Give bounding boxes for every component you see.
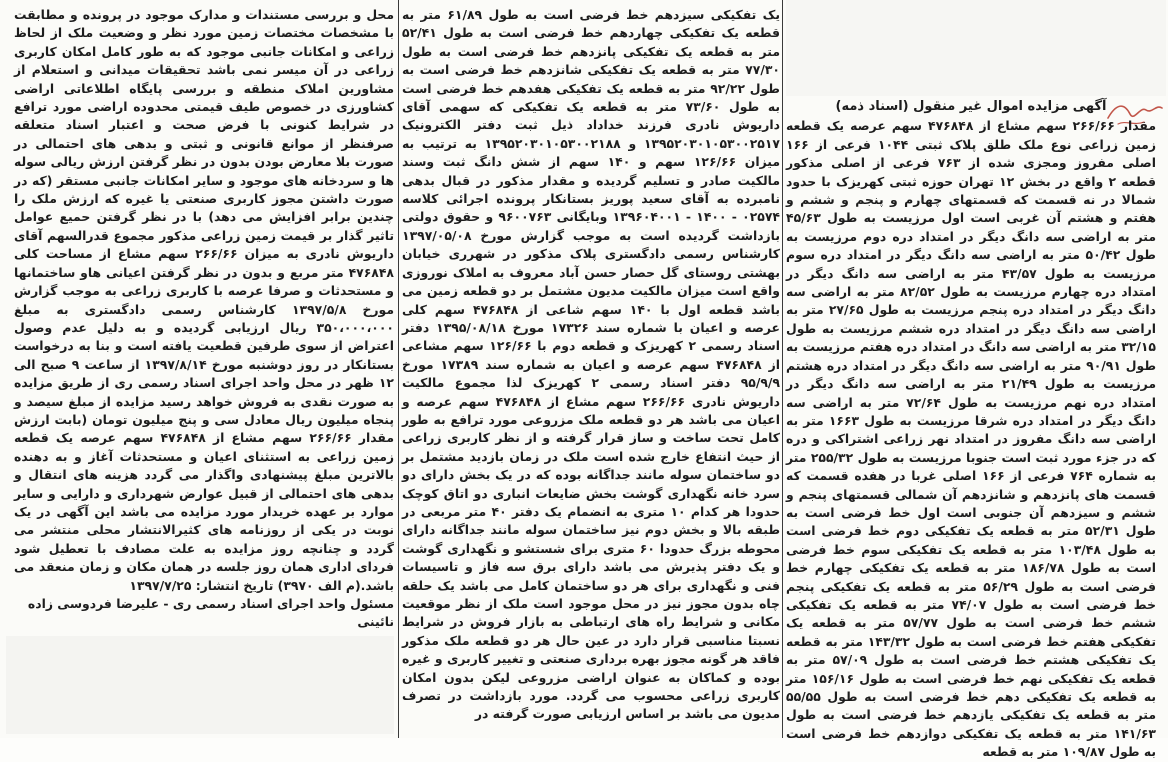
- notice-text-middle: یک تفکیکی سیزدهم خط فرضی است به طول ۶۱/۸۹ متر به قطعه یک تفکیکی چهاردهم خط فرضی است به طول ۵۲/۴۱ متر به قطعه یک تفکیکی پانزدهم خط فرضی است به طول ۷۷/۳۰ متر به قطعه یک تفکیکی شانزدهم خط فرضی است به طول ۹۲/۲۲ متر به قطعه یک تفکیکی هفدهم خط فرضی است به طول ۷۳/۶۰ متر به قطعه یک تفکیکی که سهمی آقای داریوش نادری فرزند خداداد ذیل ثبت دفتر الکترونیک ۱۳۹۵۲۰۳۰۱۰۵۳۰۰۲۵۱۷ و ۱۳۹۵۲۰۳۰۱۰۵۳۰۰۲۱۸۸ به ترتیب به میزان ۱۲۶/۶۶ سهم و ۱۴۰ سهم از شش دانگ ثبت وسند مالکیت صادر و تسلیم گردیده و مقدار مذکور در قبال بدهی نامبرده به آقای سعید پوریز بستانکار پرونده اجرائی کلاسه ۰۲۵۷۴ - ۱۴۰۰ - ۱۳۹۶۰۴۰۰۱ وبایگانی ۹۶۰۰۷۶۳ و حقوق دولتی بازداشت گردیده است به موجب گزارش مورخ ۱۳۹۷/۰۵/۰۸ کارشناس رسمی دادگستری پلاک مذکور در شهرری خیابان بهشتی روستای گل حصار حسن آباد معروف به املاک نوروزی واقع است میزان مالکیت مدیون مشتمل بر دو قطعه زمین می باشد قطعه اول با ۱۴۰ سهم شاعی از ۴۷۶۸۴۸ سهم کلی عرصه و اعیان با شماره سند ۱۷۳۲۶ مورخ ۱۳۹۵/۰۸/۱۸ دفتر اسناد رسمی ۲ کهریزک و قطعه دوم با ۱۲۶/۶۶ سهم مشاعی از ۴۷۶۸۴۸ سهم عرصه و اعیان به شماره سند ۱۷۳۸۹ مورخ ۹۵/۹/۹ دفتر اسناد رسمی ۲ کهریزک لذا مجموع مالکیت داریوش نادری ۲۶۶/۶۶ سهم مشاع از ۴۷۶۸۴۸ سهم عرصه و اعیان می باشد هر دو قطعه ملک مزروعی مورد ترافع به طور کامل تحت ساخت و ساز قرار گرفته و از نظر کاربری زراعی از حیث انتفاع خارج شده است ملک در زمان بازدید مشتمل بر دو ساختمان سوله مانند جداگانه بوده که در یک بخش دارای دو سرد خانه نگهداری گوشت بخش ضایعات انباری دو اتاق کوچک حدودا هر کدام ۱۰ متری به انضمام یک دفتر ۴۰ متر مربعی در طبقه بالا و بخش دوم نیز ساختمان سوله مانند جداگانه دارای محوطه بزرگ حدودا ۶۰ متری برای شستشو و نگهداری گوشت و یک دفتر پذیرش می باشد دارای برق سه فاز و تاسیسات فنی و نگهداری برای هر دو ساختمان کامل می باشد یک حلقه چاه بدون مجوز نیز در محل موجود است ملک از نظر موقعیت مکانی و شرایط راه های ارتباطی به بازار فروش در شرایط نسبتا مناسبی قرار دارد در عین حال هر دو قطعه ملک مذکور فاقد هر گونه مجوز بهره برداری صنعتی و تغییر کاربری و غیره بوده و کماکان به عنوان اراضی مزروعی لیکن بدون امکان کاربری زراعی محسوب می گردد. مورد بازداشت در تصرف مدیون می باشد بر اساس ارزیابی صورت گرفته در: [402, 7, 781, 722]
- column-divider-left: [398, 0, 399, 738]
- column-divider-right: [782, 0, 783, 738]
- notice-signature: مسئول واحد اجرای اسناد رسمی ری - علیرضا فردوسی زاده نائینی: [27, 596, 394, 630]
- blank-footer-area: [6, 636, 394, 734]
- notice-column-right: [786, 98, 1157, 760]
- notice-title: آگهی مزایده اموال غیر منقول (اسناد ذمه): [835, 99, 1107, 114]
- notice-text-left: محل و بررسی مستندات و مدارک موجود در پرونده و مطابقت با مشخصات مختصات زمین مورد نظر و وضعیت ملک از لحاظ زراعی و امکانات جانبی موجود که به طور کامل امکان کاربری زراعی در آن میسر نمی باشد تحقیقات میدانی و استعلام از مشاورین املاک منطقه و بررسی پایگاه اطلاعاتی اراضی کشاورزی در خصوص طیف قیمتی محدوده اراضی مورد ترافع در شرایط کنونی با فرض صحت و اعتبار اسناد متعلقه صرفنظر از موانع قانونی و ثبتی و بدهی های احتمالی در صورت بلا معارض بودن بدون در نظر گرفتن ارزش ریالی سوله ها و سردخانه های موجود و سایر امکانات جانبی مستقر (که در صورت داشتن مجوز کاربری صنعتی یا غیره که ارزش ملک را چندین برابر افزایش می دهد) با در نظر گرفتن حمیع عوامل تاثیر گذار بر قیمت زمین زراعی مذکور مجموع قدرالسهم آقای داریوش نادری به میزان ۲۶۶/۶۶ سهم مشاع از مساحت کلی ۴۷۶۸۴۸ متر مربع و بدون در نظر گرفتن اعیانی هاو ساختمانها و مستحدثات و صرفا عرصه با کاربری زراعی به موجب گزارش مورخ ۱۳۹۷/۵/۸ کارشناس رسمی دادگستری به مبلغ ۳۵۰،۰۰۰،۰۰۰ ریال ارزیابی گردیده و به دلیل عدم وصول اعتراض از سوی طرفین قطعیت یافته است و بنا به درخواست بستانکار در روز دوشنبه مورخ ۱۳۹۷/۸/۱۴ از ساعت ۹ صبح الی ۱۲ ظهر در محل واحد اجرای اسناد رسمی ری از طریق مزایده به صورت نقدی به فروش خواهد رسید مزایده از مبلغ سیصد و پنجاه میلیون ریال معادل سی و پنج میلیون تومان (بابت ارزش مقدار ۲۶۶/۶۶ سهم مشاع از ۴۷۶۸۴۸ سهم عرصه یک قطعه زمین زراعی به استثنای اعیان و مستحدثات آغاز و به دهنده بالاترین مبلغ پیشنهادی واگذار می گردد هزینه های انتقال و بدهی های احتمالی از قبیل عوارض شهرداری و دارایی و سایر موارد بر عهده خریدار مورد مزایده می باشد این آگهی در یک نوبت در یکی از روزنامه های کثیرالانتشار محلی منتشر می گردد و چنانچه روز مزایده به علت مصادف با تعطیل شود فردای اداری همان روز جلسه در همان مکان و زمان منعقد می باشد.(م الف ۳۹۷۰) تاریخ انتشار: ۱۳۹۷/۷/۲۵: [14, 7, 394, 593]
- notice-column-middle: [402, 6, 780, 732]
- notice-column-left: [14, 6, 394, 630]
- blank-header-area: [786, 0, 1166, 96]
- notice-text-right: مقدار ۲۶۶/۶۶ سهم مشاع از ۴۷۶۸۴۸ سهم عرصه یک قطعه زمین زراعی نوع ملک طلق پلاک ثبتی ۱۰۴۴ فرعی از ۱۶۶ اصلی مفروز ومجزی شده از ۷۶۳ فرعی از اصلی مذکور قطعه ۲ واقع در بخش ۱۲ تهران حوزه ثبتی کهریزک با حدود شمالا در نه قسمت که قسمتهای چهارم و پنجم و ششم و هفتم و هشتم آن غربی است اول مرزیست به طول ۴۵/۶۳ متر به اراضی سه دانگ دیگر در امتداد دره دوم مرزیست به طول ۵۰/۴۲ متر به اراضی سه دانگ دیگر در امتداد دره سوم مرزیست به طول ۴۳/۵۷ متر به اراضی سه دانگ دیگر در امتداد دره چهارم مرزیست به طول ۸۲/۵۲ متر به اراضی سه دانگ دیگر در امتداد دره پنجم مرزیست به طول ۲۷/۶۵ متر به اراضی سه دانگ دیگر در امتداد دره ششم مرزیست به طول ۳۲/۱۵ متر به اراضی سه دانگ در امتداد دره هفتم مرزیست به طول ۹۰/۹۱ متر به اراضی سه دانگ دیگر در امتداد دره هشتم مرزیست به طول ۲۱/۴۹ متر به اراضی سه دانگ دیگر در امتداد دره نهم مرزیست به طول ۷۲/۶۴ متر به اراضی سه دانگ دیگر در امتداد دره شرقا مرزیست به طول ۱۶۶۳ متر به اراضی سه دانگ مفروز در امتداد نهر زراعی اشتراکی و دره که در جزء مورد ثبت است جنوبا مرزیست به طول ۲۵۵/۳۲ متر به شماره ۷۶۴ فرعی از ۱۶۶ اصلی غربا در هفده قسمت که قسمت های پانزدهم و شانزدهم آن شمالی قسمتهای پنجم و ششم و سیزدهم آن جنوبی است اول خط فرضی است به طول ۵۲/۳۱ متر به قطعه یک تفکیکی دوم خط فرضی است به طول ۱۰۳/۴۸ متر به قطعه یک تفکیکی سوم خط فرضی است به طول ۱۸۶/۷۸ متر به قطعه یک تفکیکی چهارم خط فرضی است به طول ۵۶/۲۹ متر به قطعه یک تفکیکی پنجم خط فرضی است به طول ۷۴/۰۷ متر به قطعه یک تفکیکی ششم خط فرضی است به طول ۵۷/۷۷ متر به قطعه یک تفکیکی هفتم خط فرضی است به طول ۱۴۳/۳۲ متر به قطعه یک تفکیکی هشتم خط فرضی است به طول ۵۷/۰۹ متر به قطعه یک تفکیکی نهم خط فرضی است به طول ۱۵۶/۱۶ متر به قطعه یک تفکیکی دهم خط فرضی است به طول ۵۵/۵۵ متر به قطعه یک تفکیکی یازدهم خط فرضی است به طول ۱۴۱/۶۳ متر به قطعه یک تفکیکی دوازدهم خط فرضی است به طول ۱۰۹/۸۷ متر به قطعه: [786, 118, 1157, 760]
